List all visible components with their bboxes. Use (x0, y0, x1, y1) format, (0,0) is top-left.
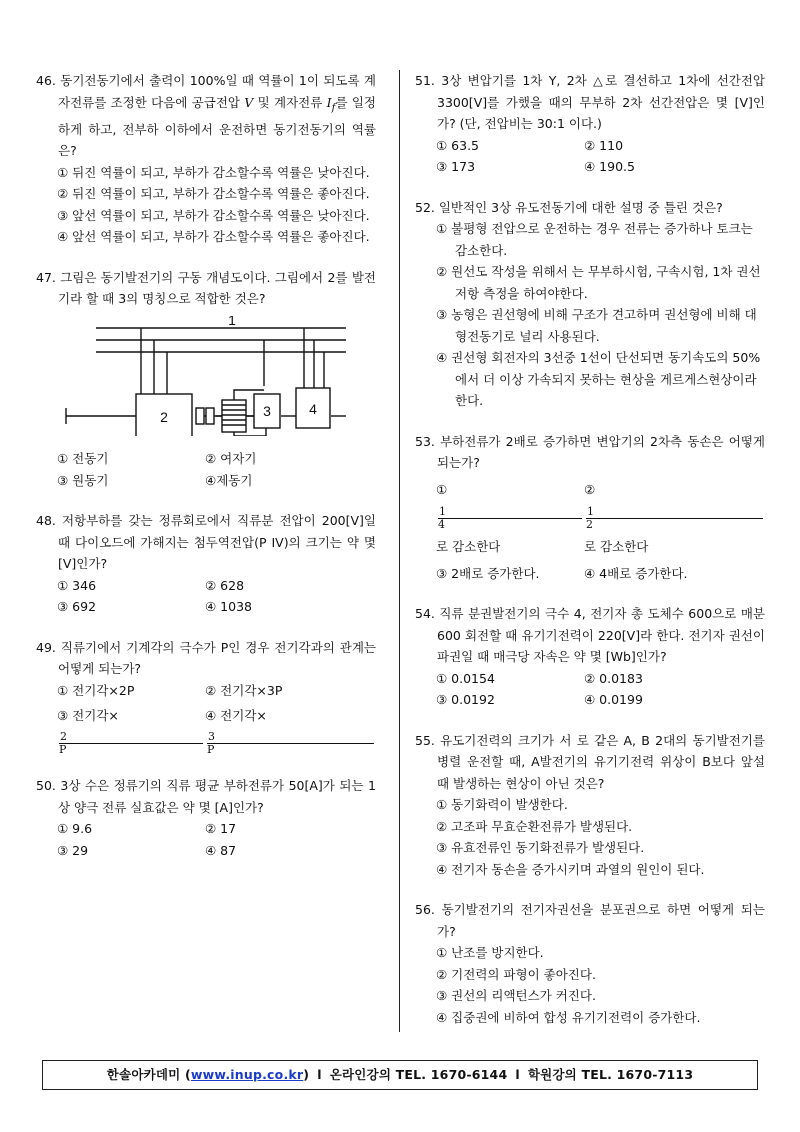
label-3: 3 (263, 402, 271, 419)
question-52 (415, 197, 765, 412)
option-3[interactable]: ③ 29 (57, 842, 89, 858)
question-52-stem: 52. 일반적인 3상 유도전동기에 대한 설명 중 틀린 것은? (415, 199, 723, 215)
separator: l (515, 1067, 520, 1083)
question-47 (36, 267, 376, 492)
offline-tel: 학원강의 TEL. 1670-7113 (527, 1067, 694, 1083)
online-tel: 온라인강의 TEL. 1670-6144 (329, 1067, 508, 1083)
fraction: 1 4 (438, 506, 582, 531)
question-53 (415, 431, 765, 585)
question-50 (36, 775, 376, 861)
label-2: 2 (160, 408, 168, 425)
question-56 (415, 899, 765, 1028)
option-4[interactable]: ④ 집중권에 비하여 합성 유기기전력이 증가한다. (436, 1009, 701, 1025)
option-1[interactable]: ① 346 (57, 577, 97, 593)
options-grid (36, 680, 376, 757)
option-2[interactable]: ② 여자기 (205, 451, 257, 466)
question-54 (415, 603, 765, 711)
question-48-stem: 48. 저항부하를 갖는 정류회로에서 직류분 전압이 200[V]일 때 다이오드에 가해지는 첨두역전압(P IV)의 크기는 약 몇 [V]인가? (36, 513, 376, 571)
question-54-stem: 54. 직류 분권발전기의 극수 4, 전기자 총 도체수 600으로 매분 600 회전할 때 유기기전력이 220[V]라 한다. 전기자 권선이 파권일 때 매극당 자속은 약 몇 [Wb]인가? (415, 606, 765, 664)
separator: l (317, 1067, 322, 1083)
option-4[interactable]: ④ 87 (205, 842, 237, 858)
option-2[interactable]: ② 628 (205, 577, 245, 593)
question-48 (36, 510, 376, 618)
option-1[interactable]: ① 0.0154 (436, 670, 495, 686)
option-1[interactable]: ① 9.6 (57, 821, 93, 836)
question-46-stem: 46. 동기전동기에서 출력이 100%일 때 역률이 1이 되도록 계자전류를 조정한 다음에 공급전압 V 및 계자전류 $I_f$를 일정하게 하고, 전부하 이하에서 운전하면 동기전동기의 역률은? (36, 73, 376, 158)
option-4[interactable]: ④ 전기자 동손을 증가시키며 과열의 원인이 된다. (436, 861, 705, 877)
fraction: 3 P (207, 731, 374, 756)
option-4[interactable]: ④ 0.0199 (584, 692, 643, 707)
question-50-stem: 50. 3상 수은 정류기의 직류 평균 부하전류가 50[A]가 되는 1상 양극 전류 실효값은 약 몇 [A]인가? (36, 778, 376, 815)
options-grid (36, 575, 376, 618)
question-47-stem: 47. 그림은 동기발전기의 구동 개념도이다. 그림에서 2를 발전기라 할 때 3의 명칭으로 적합한 것은? (36, 269, 376, 306)
option-3[interactable]: ③ 앞선 역률이 되고, 부하가 감소할수록 역률은 낮아진다. (57, 207, 370, 223)
question-53-stem: 53. 부하전류가 2배로 증가하면 변압기의 2차측 동손은 어떻게 되는가? (415, 433, 765, 470)
question-55 (415, 730, 765, 881)
option-4[interactable]: ④제동기 (205, 472, 253, 488)
question-51 (415, 70, 765, 178)
academy-name: 한솔아카데미 ( (106, 1067, 191, 1083)
option-3[interactable]: ③ 0.0192 (436, 692, 495, 707)
option-2[interactable]: ② 0.0183 (584, 670, 643, 686)
question-49 (36, 637, 376, 757)
var-v: V (244, 94, 254, 110)
option-1[interactable]: ① 1 4 로 감소한다 (436, 474, 584, 563)
option-2[interactable]: ② 110 (584, 137, 624, 153)
option-2[interactable]: ② 고조파 무효순환전류가 발생된다. (436, 818, 633, 834)
column-divider (399, 70, 400, 1032)
options-grid (36, 818, 376, 861)
question-49-stem: 49. 직류기에서 기계각의 극수가 P인 경우 전기각과의 관계는 어떻게 되는가? (36, 639, 376, 676)
option-3[interactable]: ③ 유효전류인 동기화전류가 발생된다. (436, 840, 645, 855)
right-column (415, 70, 765, 1047)
fraction: 1 2 (586, 506, 763, 531)
option-1[interactable]: ① 불평형 전압으로 운전하는 경우 전류는 증가하나 토크는 감소한다. (436, 221, 753, 258)
academy-link[interactable]: www.inup.co.kr (190, 1067, 304, 1083)
page-footer: 한솔아카데미 ( www.inup.co.kr ) l 온라인강의 TEL. 1670-6144 l 학원강의 TEL. 1670-7113 (42, 1060, 758, 1090)
option-2[interactable]: ② 원선도 작성을 위해서 는 무부하시험, 구속시험, 1차 권선저항 측정을 하여야한다. (436, 264, 761, 301)
option-1[interactable]: ① 난조를 방지한다. (436, 945, 544, 960)
option-3[interactable]: ③ 농형은 권선형에 비해 구조가 견고하며 권선형에 비해 대형전동기로 널리 사용된다. (436, 307, 757, 344)
option-2[interactable]: ② 뒤진 역률이 되고, 부하가 감소할수록 역률은 좋아진다. (57, 186, 370, 201)
options-grid (36, 448, 376, 491)
option-3[interactable]: ③ 2배로 증가한다. (436, 565, 540, 581)
question-56-stem: 56. 동기발전기의 전기자권선을 분포권으로 하면 어떻게 되는가? (415, 902, 765, 939)
option-3[interactable]: ③ 전기각× 2 P (57, 701, 205, 756)
option-4[interactable]: ④ 앞선 역률이 되고, 부하가 감소할수록 역률은 좋아진다. (57, 229, 370, 244)
option-4[interactable]: ④ 권선형 회전자의 3선중 1선이 단선되면 동기속도의 50%에서 더 이상 가속되지 못하는 현상을 게르게스현상이라 한다. (436, 350, 761, 408)
option-4[interactable]: ④ 4배로 증가한다. (584, 565, 688, 581)
option-3[interactable]: ③ 원동기 (57, 472, 109, 488)
question-55-stem: 55. 유도기전력의 크기가 서 로 같은 A, B 2대의 동기발전기를 병렬 운전할 때, A발전기의 유기기전력 위상이 B보다 앞설 때 발생하는 현상이 아닌 것은? (415, 732, 765, 791)
option-2[interactable]: ② 기전력의 파형이 좋아진다. (436, 966, 596, 982)
options-grid (415, 668, 765, 711)
option-3[interactable]: ③ 권선의 리액턴스가 커진다. (436, 988, 596, 1003)
option-1[interactable]: ① 전동기 (57, 451, 109, 466)
fraction: 2 P (59, 731, 203, 756)
label-1: 1 (228, 315, 236, 328)
label-4: 4 (309, 400, 317, 417)
generator-drive-diagram (56, 316, 356, 436)
option-3[interactable]: ③ 692 (57, 599, 97, 614)
option-2[interactable]: ② 17 (205, 821, 237, 836)
option-2[interactable]: ② 1 2 로 감소한다 (584, 474, 765, 563)
option-1[interactable]: ① 63.5 (436, 137, 480, 153)
option-4[interactable]: ④ 전기각× 3 P (205, 701, 376, 756)
option-1[interactable]: ① 전기각×2P (57, 682, 135, 698)
question-51-stem: 51. 3상 변압기를 1차 Y, 2차 △로 결선하고 1차에 선간전압 3300[V]를 가했을 때의 무부하 2차 선간전압은 몇 [V]인가? (단, 전압비는 30:1 이다.) (415, 73, 765, 131)
options-grid (415, 474, 765, 585)
option-4[interactable]: ④ 1038 (205, 599, 252, 614)
option-1[interactable]: ① 뒤진 역률이 되고, 부하가 감소할수록 역률은 낮아진다. (57, 164, 370, 180)
option-4[interactable]: ④ 190.5 (584, 159, 635, 174)
left-column (36, 70, 376, 880)
question-46 (36, 70, 376, 248)
option-1[interactable]: ① 동기화력이 발생한다. (436, 797, 568, 812)
options-grid (415, 135, 765, 178)
option-3[interactable]: ③ 173 (436, 159, 476, 174)
var-if: $I_f$ (326, 94, 336, 113)
option-2[interactable]: ② 전기각×3P (205, 682, 283, 698)
